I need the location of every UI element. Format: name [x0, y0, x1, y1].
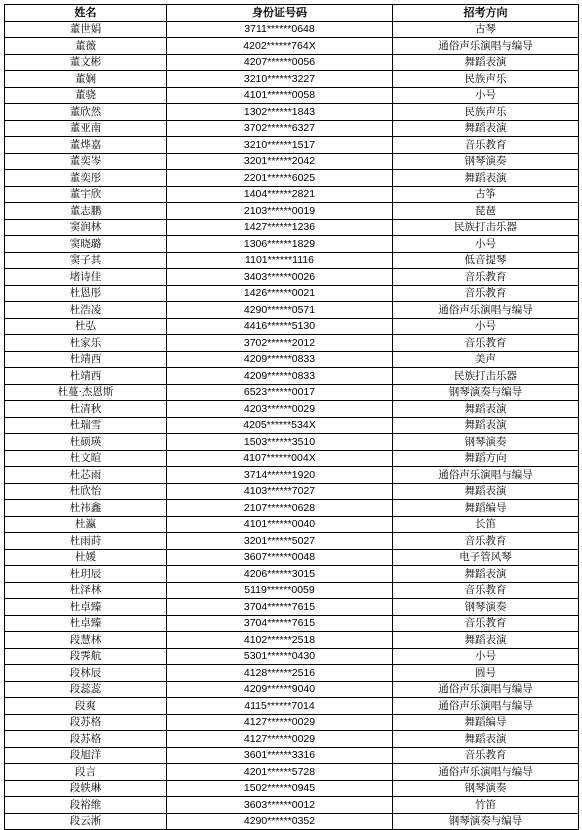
cell-direction: 通俗声乐演唱与编导	[393, 698, 579, 715]
cell-id-number: 3711******0648	[167, 21, 393, 38]
table-row	[5, 351, 579, 368]
cell-id-number: 4209******0833	[167, 368, 393, 385]
cell-name: 杜欣怡	[5, 483, 167, 500]
cell-name: 杜瑞雪	[5, 417, 167, 434]
cell-name: 窦晓璐	[5, 236, 167, 253]
cell-name: 杜清秋	[5, 401, 167, 418]
table-row	[5, 104, 579, 121]
cell-direction: 小号	[393, 648, 579, 665]
cell-direction: 古筝	[393, 186, 579, 203]
cell-name: 段裕维	[5, 797, 167, 814]
table-row	[5, 665, 579, 682]
table-row	[5, 252, 579, 269]
cell-name: 杜家乐	[5, 335, 167, 352]
cell-direction: 美声	[393, 351, 579, 368]
cell-id-number: 6523******0017	[167, 384, 393, 401]
cell-name: 杜媛	[5, 549, 167, 566]
cell-id-number: 1404******2821	[167, 186, 393, 203]
cell-id-number: 3702******2012	[167, 335, 393, 352]
cell-direction: 长笛	[393, 516, 579, 533]
table-row	[5, 467, 579, 484]
cell-name: 段慧林	[5, 632, 167, 649]
cell-direction: 音乐教育	[393, 285, 579, 302]
cell-id-number: 4127******0029	[167, 714, 393, 731]
cell-direction: 琵琶	[393, 203, 579, 220]
cell-id-number: 3403******0026	[167, 269, 393, 286]
table-row	[5, 632, 579, 649]
table-row	[5, 54, 579, 71]
cell-name: 杜雨莳	[5, 533, 167, 550]
cell-name: 段言	[5, 764, 167, 781]
cell-name: 杜弘	[5, 318, 167, 335]
cell-direction: 音乐教育	[393, 137, 579, 154]
cell-direction: 民族声乐	[393, 71, 579, 88]
cell-id-number: 3714******1920	[167, 467, 393, 484]
header-name: 姓名	[5, 5, 167, 22]
cell-direction: 民族打击乐器	[393, 368, 579, 385]
table-row	[5, 38, 579, 55]
cell-id-number: 3201******5027	[167, 533, 393, 550]
table-row	[5, 549, 579, 566]
cell-name: 段轶琳	[5, 780, 167, 797]
cell-id-number: 4206******3015	[167, 566, 393, 583]
cell-id-number: 4209******9040	[167, 681, 393, 698]
cell-direction: 钢琴演奏	[393, 599, 579, 616]
cell-id-number: 4203******0029	[167, 401, 393, 418]
cell-name: 杜蔓·杰恩斯	[5, 384, 167, 401]
table-row	[5, 533, 579, 550]
cell-direction: 通俗声乐演唱与编导	[393, 38, 579, 55]
cell-id-number: 2103******0019	[167, 203, 393, 220]
cell-direction: 舞蹈表演	[393, 731, 579, 748]
cell-name: 董娴	[5, 71, 167, 88]
cell-id-number: 1306******1829	[167, 236, 393, 253]
cell-name: 堵诗佳	[5, 269, 167, 286]
cell-id-number: 4127******0029	[167, 731, 393, 748]
table-row	[5, 813, 579, 830]
cell-direction: 舞蹈表演	[393, 170, 579, 187]
cell-id-number: 3702******6327	[167, 120, 393, 137]
cell-id-number: 2107******0628	[167, 500, 393, 517]
cell-id-number: 4128******2516	[167, 665, 393, 682]
cell-id-number: 1502******0945	[167, 780, 393, 797]
cell-id-number: 2201******6025	[167, 170, 393, 187]
table-row	[5, 137, 579, 154]
table-row	[5, 681, 579, 698]
header-direction: 招考方向	[393, 5, 579, 22]
cell-direction: 舞蹈表演	[393, 566, 579, 583]
cell-name: 董薇	[5, 38, 167, 55]
cell-id-number: 1427******1236	[167, 219, 393, 236]
cell-id-number: 4102******2518	[167, 632, 393, 649]
header-id-number: 身份证号码	[167, 5, 393, 22]
cell-direction: 钢琴演奏	[393, 780, 579, 797]
cell-name: 段爽	[5, 698, 167, 715]
cell-id-number: 3603******0012	[167, 797, 393, 814]
cell-id-number: 4290******0352	[167, 813, 393, 830]
table-row	[5, 401, 579, 418]
cell-name: 董奕彤	[5, 170, 167, 187]
table-row	[5, 153, 579, 170]
cell-id-number: 3704******7615	[167, 615, 393, 632]
cell-name: 董欣然	[5, 104, 167, 121]
cell-name: 杜浩凌	[5, 302, 167, 319]
table-row	[5, 780, 579, 797]
cell-id-number: 3201******2042	[167, 153, 393, 170]
cell-id-number: 5119******0059	[167, 582, 393, 599]
table-row	[5, 417, 579, 434]
cell-direction: 低音提琴	[393, 252, 579, 269]
cell-direction: 电子管风琴	[393, 549, 579, 566]
cell-id-number: 4290******0571	[167, 302, 393, 319]
cell-direction: 音乐教育	[393, 269, 579, 286]
table-row	[5, 335, 579, 352]
table-row	[5, 615, 579, 632]
cell-id-number: 4416******5130	[167, 318, 393, 335]
cell-name: 董烨嘉	[5, 137, 167, 154]
cell-direction: 舞蹈编导	[393, 714, 579, 731]
cell-name: 杜泽林	[5, 582, 167, 599]
table-row	[5, 731, 579, 748]
cell-id-number: 1101******1116	[167, 252, 393, 269]
cell-direction: 舞蹈编导	[393, 500, 579, 517]
cell-direction: 舞蹈表演	[393, 417, 579, 434]
cell-direction: 舞蹈表演	[393, 483, 579, 500]
table-row	[5, 764, 579, 781]
cell-name: 杜瀛	[5, 516, 167, 533]
cell-direction: 音乐教育	[393, 582, 579, 599]
table-row	[5, 318, 579, 335]
cell-id-number: 4101******0040	[167, 516, 393, 533]
cell-name: 董奕岑	[5, 153, 167, 170]
table-row	[5, 797, 579, 814]
cell-id-number: 4101******0058	[167, 87, 393, 104]
cell-name: 杜玥辰	[5, 566, 167, 583]
table-row	[5, 434, 579, 451]
cell-name: 窦润林	[5, 219, 167, 236]
cell-name: 董亚南	[5, 120, 167, 137]
cell-id-number: 4201******5728	[167, 764, 393, 781]
table-row	[5, 120, 579, 137]
table-row	[5, 384, 579, 401]
cell-direction: 通俗声乐演唱与编导	[393, 764, 579, 781]
cell-direction: 舞蹈方向	[393, 450, 579, 467]
cell-name: 段蕊蕊	[5, 681, 167, 698]
cell-name: 杜祎鑫	[5, 500, 167, 517]
cell-name: 段旭洋	[5, 747, 167, 764]
cell-name: 杜恩彤	[5, 285, 167, 302]
cell-id-number: 4209******0833	[167, 351, 393, 368]
cell-direction: 音乐教育	[393, 615, 579, 632]
cell-id-number: 3601******3316	[167, 747, 393, 764]
cell-id-number: 5301******0430	[167, 648, 393, 665]
table-row	[5, 203, 579, 220]
cell-id-number: 4202******764X	[167, 38, 393, 55]
cell-direction: 小号	[393, 318, 579, 335]
cell-direction: 古琴	[393, 21, 579, 38]
table-row	[5, 648, 579, 665]
cell-id-number: 4107******004X	[167, 450, 393, 467]
table-row	[5, 219, 579, 236]
cell-direction: 音乐教育	[393, 533, 579, 550]
table-row	[5, 516, 579, 533]
table-row	[5, 236, 579, 253]
cell-direction: 音乐教育	[393, 747, 579, 764]
cell-direction: 音乐教育	[393, 335, 579, 352]
cell-direction: 钢琴演奏	[393, 434, 579, 451]
header-row	[5, 5, 579, 22]
cell-name: 杜芯雨	[5, 467, 167, 484]
table-row	[5, 714, 579, 731]
table-row	[5, 285, 579, 302]
cell-name: 杜靖西	[5, 368, 167, 385]
cell-direction: 竹笛	[393, 797, 579, 814]
table-row	[5, 450, 579, 467]
table-row	[5, 698, 579, 715]
cell-direction: 钢琴演奏	[393, 153, 579, 170]
cell-direction: 民族声乐	[393, 104, 579, 121]
cell-direction: 圆号	[393, 665, 579, 682]
cell-direction: 通俗声乐演唱与编导	[393, 467, 579, 484]
cell-direction: 舞蹈表演	[393, 120, 579, 137]
cell-direction: 钢琴演奏与编导	[393, 384, 579, 401]
cell-name: 董文彬	[5, 54, 167, 71]
cell-id-number: 3704******7615	[167, 599, 393, 616]
cell-direction: 小号	[393, 87, 579, 104]
cell-name: 杜硕瑛	[5, 434, 167, 451]
table-row	[5, 186, 579, 203]
cell-direction: 通俗声乐演唱与编导	[393, 681, 579, 698]
cell-name: 董志鹏	[5, 203, 167, 220]
cell-id-number: 3210******1517	[167, 137, 393, 154]
cell-id-number: 4205******534X	[167, 417, 393, 434]
cell-name: 段林辰	[5, 665, 167, 682]
table-row	[5, 71, 579, 88]
table-row	[5, 368, 579, 385]
cell-direction: 舞蹈表演	[393, 632, 579, 649]
table-row	[5, 500, 579, 517]
cell-name: 董宇欣	[5, 186, 167, 203]
table-row	[5, 269, 579, 286]
table-row	[5, 302, 579, 319]
cell-name: 董世娟	[5, 21, 167, 38]
cell-name: 段霁航	[5, 648, 167, 665]
cell-id-number: 1302******1843	[167, 104, 393, 121]
table-row	[5, 599, 579, 616]
table-row	[5, 483, 579, 500]
cell-name: 董骁	[5, 87, 167, 104]
table-row	[5, 582, 579, 599]
cell-id-number: 4207******0056	[167, 54, 393, 71]
table-row	[5, 566, 579, 583]
cell-name: 窦子其	[5, 252, 167, 269]
cell-name: 杜文暄	[5, 450, 167, 467]
cell-id-number: 4103******7027	[167, 483, 393, 500]
cell-name: 段云淅	[5, 813, 167, 830]
cell-name: 段苏格	[5, 731, 167, 748]
cell-id-number: 4115******7014	[167, 698, 393, 715]
cell-id-number: 1426******0021	[167, 285, 393, 302]
cell-id-number: 1503******3510	[167, 434, 393, 451]
cell-name: 杜靖西	[5, 351, 167, 368]
applicant-table	[4, 4, 579, 830]
cell-direction: 小号	[393, 236, 579, 253]
table-row	[5, 87, 579, 104]
cell-name: 杜卓臻	[5, 615, 167, 632]
cell-id-number: 3607******0048	[167, 549, 393, 566]
cell-direction: 通俗声乐演唱与编导	[393, 302, 579, 319]
cell-id-number: 3210******3227	[167, 71, 393, 88]
cell-direction: 舞蹈表演	[393, 54, 579, 71]
table-row	[5, 747, 579, 764]
cell-direction: 钢琴演奏与编导	[393, 813, 579, 830]
cell-name: 杜卓臻	[5, 599, 167, 616]
table-row	[5, 21, 579, 38]
cell-name: 段苏格	[5, 714, 167, 731]
table-row	[5, 170, 579, 187]
cell-direction: 民族打击乐器	[393, 219, 579, 236]
cell-direction: 舞蹈表演	[393, 401, 579, 418]
